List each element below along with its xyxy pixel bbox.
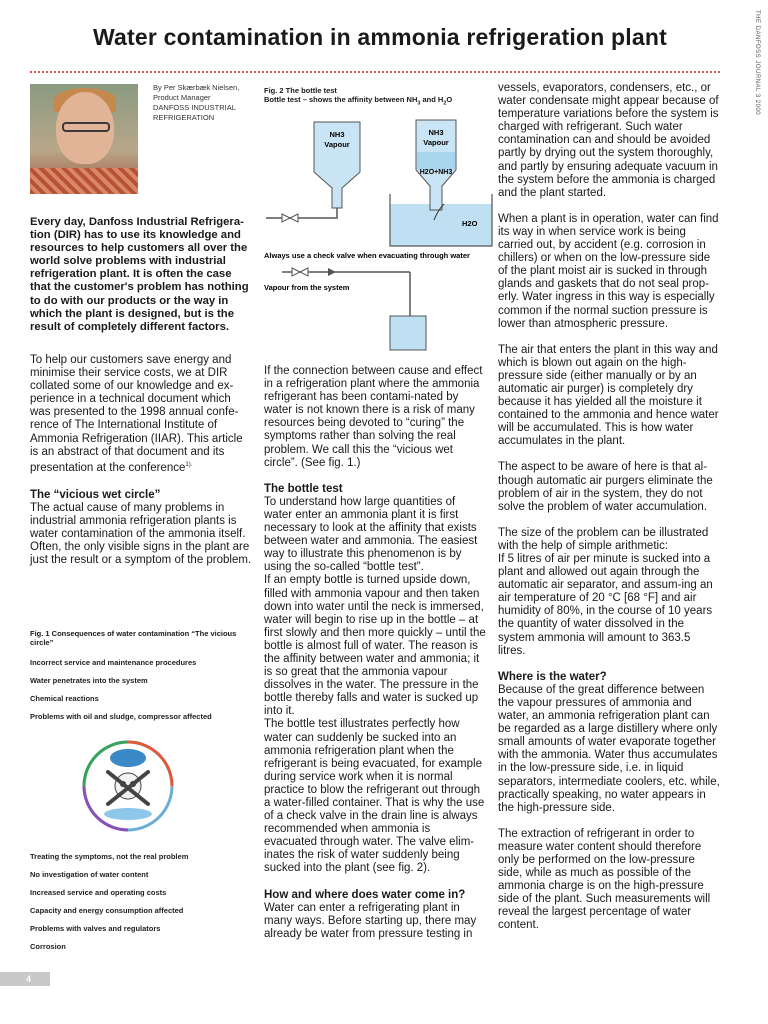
intro-lead: Every day, Danfoss Industrial Refrigera-tion (DIR) has to use its knowledge and resources to help customers all over the world solve problems with industrial refrigeration plant. It is often the case that the customer's problem has nothing to do with our products or the way in which the plant is designed, but is the result of completely different factors. xyxy=(30,216,249,333)
water-container-icon xyxy=(390,316,426,350)
column-2-text: If the connection between cause and effect in a refrigeration plant where the ammonia refrigerant has been contami-nated by water is not known there is a risk of many resources being devoted to “curing” the symptoms rather than solving the real problem. We call this the “vicious wet circle”. (See fig. 1.) The bottle test To understand how large quantities of water enter an ammonia plant it is first necessary to look at the affinity that exists between water and ammonia. The easiest way to illustrate this phenomenon is by using the so-called “bottle test”. If an empty bottle is turned upside down, filled with ammonia vapour and then taken down into water until the neck is immersed, water will begin to rise up in the bottle – at first slowly and then more quickly – until the bottle is almost full of water. The reason is the affinity between water and ammonia; it is so great that the ammonia vapour dissolves in the water. The pressure in the bottle thereby falls and water is sucked up into it. The bottle test illustrates perfectly how water can suddenly be sucked into an ammonia refrigeration plant when the refrigerant is being evacuated, for example during service work when it is normal practice to blow the refrigerant out through a water-filled container. That is why the use of a check valve in the drain line is always recommended when ammonia is evacuated through water. The valve elim-inates the risk of water suddenly being sucked into the plant (see fig. 2). How and where does water come in? Water can enter a refrigerating plant in many ways. Before starting up, there may already be water from pressure testing in xyxy=(264,365,486,940)
intro-paragraph: To help our customers save energy and minimise their service costs, we at DIR collated some of our knowledge and ex-perience in a technical document which was presented to the 1998 annual confe-rence of The International Institute of Ammonia Refrigeration (IIAR). This article is an abstract of that document and its presentation at the conference$^{1).}$ xyxy=(30,354,243,474)
page-number: 4 xyxy=(0,972,50,986)
fig1-item: Water penetrates into the system xyxy=(30,676,148,685)
fig1-item: Capacity and energy consumption affected xyxy=(30,906,184,915)
bottle-2-label-mix: H2O+NH3 xyxy=(419,169,453,176)
fig1-item: Increased service and operating costs xyxy=(30,888,167,897)
vicious-circle-section: The “vicious wet circle” The actual cause of many problems in industrial ammonia refrigeration plants is water contamination of the ammonia itself. Often, the only visible signs in the plant are just the result or a symptom of the problem. xyxy=(30,489,252,567)
cloud-icon xyxy=(110,749,146,767)
fig1-item: Incorrect service and maintenance procedures xyxy=(30,658,197,667)
fig1-item: Problems with valves and regulators xyxy=(30,924,161,933)
check-valve-note: Always use a check valve when evacuating through water xyxy=(264,251,470,260)
fig1-item: Treating the symptoms, not the real problem xyxy=(30,852,189,861)
column-3-text: vessels, evaporators, condensers, etc., or water condensate might appear because of temperature variations before the system is charged with refrigerant. Such water contamination can and should be avoided partly by drying out the system thoroughly, and partly by ensuring adequate vacuum in the system before the ammonia is charged and the plant started. When a plant is in operation, water can find its way in when service work is being carried out, by accident (e.g. corrosion in chillers) or when on the low-pressure side of the plant moist air is sucked in through glands and gaskets that do not seal prop-erly. Water ingress in this way is especially common if the normal suction pressure is lower than atmospheric pressure. The air that enters the plant in this way and which is blown out again on the high-pressure side (either manually or by an automatic air purger) is completely dry because it has yielded all the moisture it contained to the ammonia and hence water will be accumulated. This is how water accumulates in the plant. The aspect to be aware of here is that al-though automatic air purgers eliminate the problem of air in the system, they do not solve the problem of water accumulation. The size of the problem can be illustrated with the help of simple arithmetic: If 5 litres of air per minute is sucked into a plant and allowed out again through the automatic air separator, and assum-ing an air temperature of 20 °C [68 °F] and air humidity of 80%, in the course of 10 years the quantity of water dissolved in the system ammonia will amount to 363.5 litres. Where is the water? Because of the great difference between the vapour pressures of ammonia and water, an ammonia refrigeration plant can be regarded as a large distillery where only small amounts of water evaporate together with the ammonia. Water thus accumulates in the low-pressure side, i.e. in liquid separators, intermediate coolers, etc. while, practically speaking, no water appears in the high-pressure side. The extraction of refrigerant in order to measure water content should therefore only be performed on the low-pressure side, while as much as possible of the ammonia charge is on the high-pressure side of the plant. Such measurements will reveal the largest percentage of water content. xyxy=(498,82,720,932)
fig1-item: No investigation of water content xyxy=(30,870,149,879)
bottle-1-label-nh3: NH3 xyxy=(329,130,345,139)
check-valve-icon xyxy=(328,268,336,276)
vicious-circle-diagram xyxy=(78,734,178,838)
vapour-from-label: Vapour from the system xyxy=(264,283,350,292)
title-divider xyxy=(30,71,720,73)
valve-icon xyxy=(282,214,298,222)
water-label: H2O xyxy=(462,219,478,228)
journal-side-label: THE DANFOSS JOURNAL 3 2000 xyxy=(754,10,760,116)
article-title: Water contamination in ammonia refrigeration plant xyxy=(93,24,667,50)
water-puddle-icon xyxy=(104,808,152,820)
valve-icon-2 xyxy=(292,268,308,276)
fig2-caption: Fig. 2 The bottle test Bottle test – shows the affinity between $NH_3$ and $H_2O$ xyxy=(264,86,453,107)
fig1-item: Corrosion xyxy=(30,942,66,951)
fig1-item: Problems with oil and sludge, compressor affected xyxy=(30,712,212,721)
bottle-2-label-vapour: Vapour xyxy=(423,138,449,147)
fig1-caption: Fig. 1 Consequences of water contamination “The vicious circle” xyxy=(30,629,237,647)
bottle-1-label-vapour: Vapour xyxy=(324,140,350,149)
fig1-item: Chemical reactions xyxy=(30,694,99,703)
author-byline: By Per Skærbæk Nielsen, Product Manager DANFOSS INDUSTRIAL REFRIGERATION xyxy=(153,83,240,122)
bottle-test-diagram xyxy=(262,112,494,352)
author-photo xyxy=(30,84,138,194)
bottle-2-label-nh3: NH3 xyxy=(428,128,444,137)
